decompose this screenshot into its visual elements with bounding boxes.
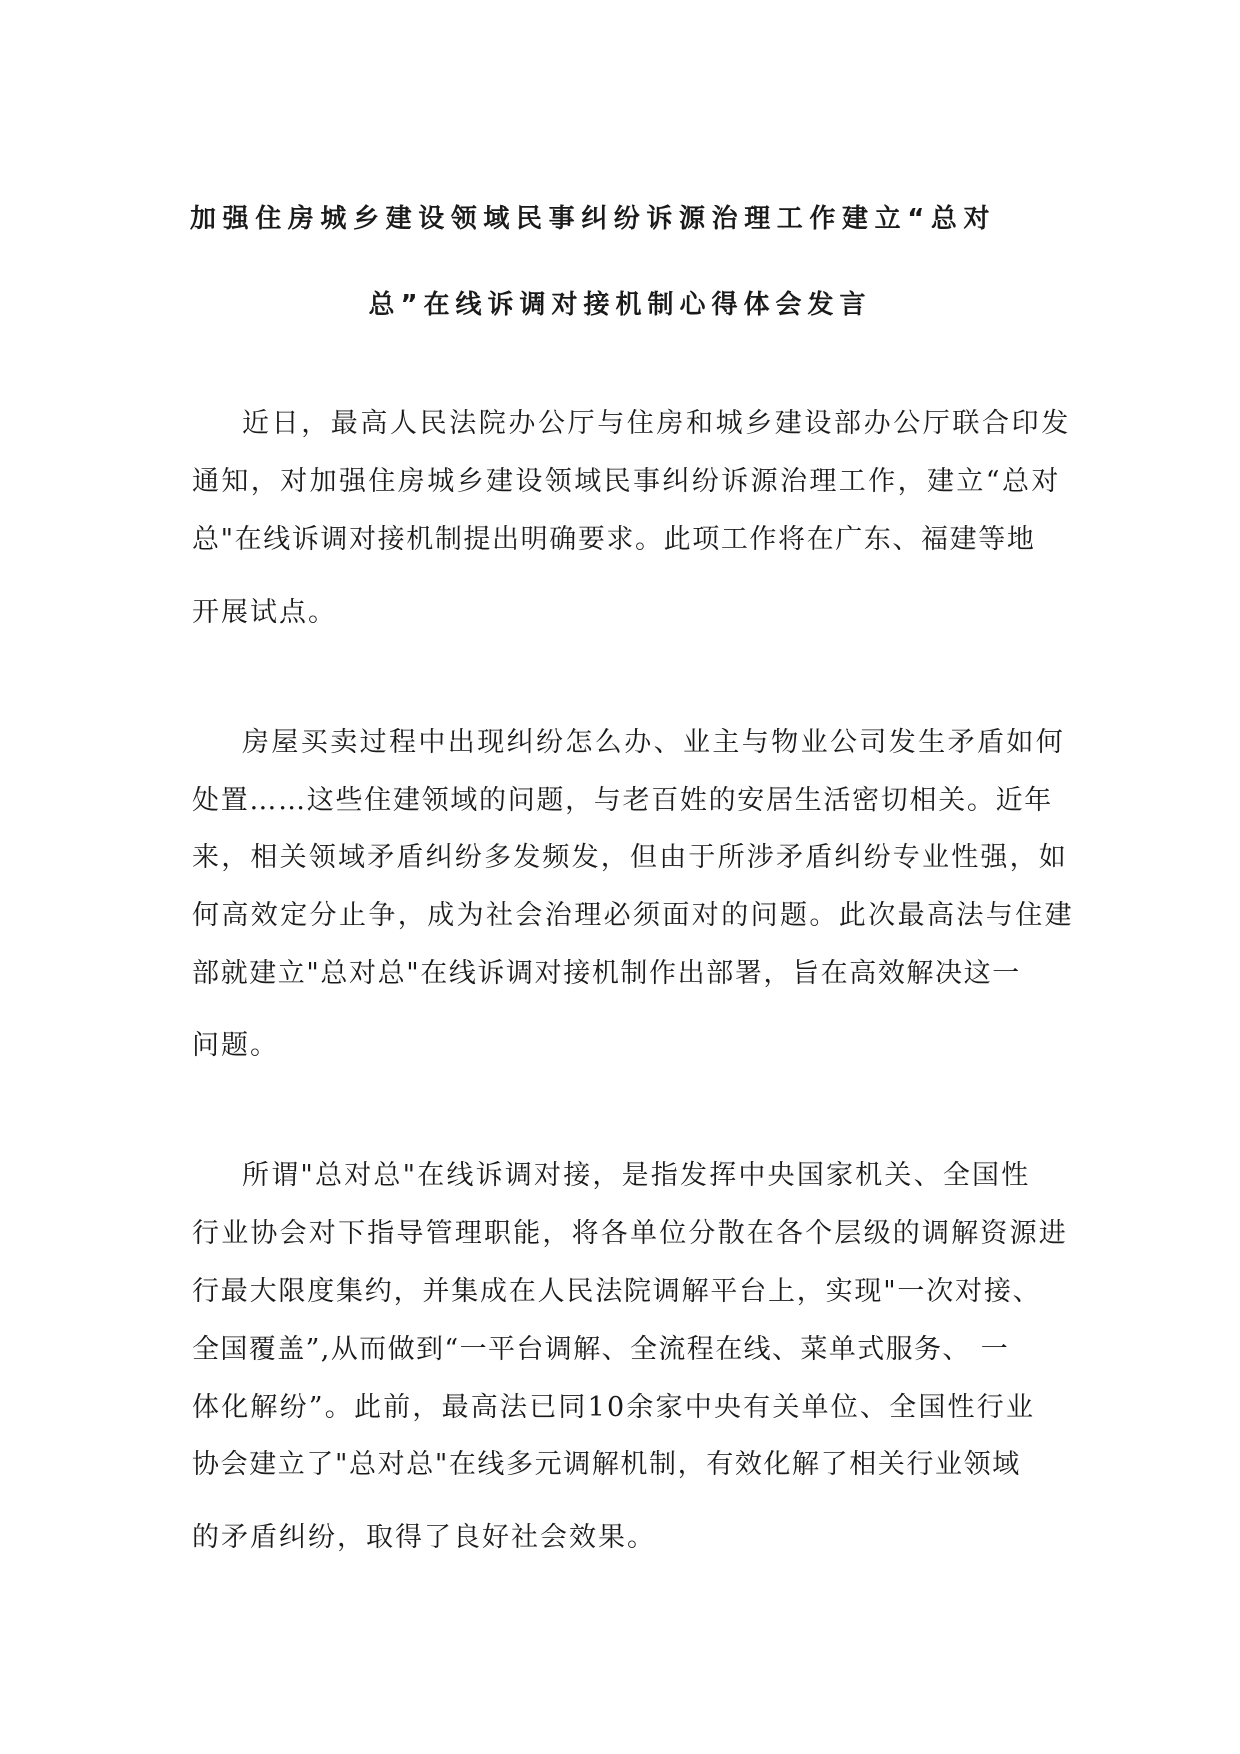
paragraph-1-line-4: 开展试点。 [192,597,337,628]
paragraph-3-line-1: 所谓"总对总"在线诉调对接，是指发挥中央国家机关、全国性 [242,1160,1031,1191]
paragraph-2-line-5: 部就建立"总对总"在线诉调对接机制作出部署，旨在高效解决这一 [192,958,1021,989]
document-title-line-1: 加强住房城乡建设领域民事纠纷诉源治理工作建立“总对 [190,204,997,234]
paragraph-3-line-6: 协会建立了"总对总"在线多元调解机制，有效化解了相关行业领域 [192,1449,1021,1480]
paragraph-1-line-1: 近日，最高人民法院办公厅与住房和城乡建设部办公厅联合印发 [242,408,1071,439]
paragraph-2-line-2: 处置……这些住建领域的问题，与老百姓的安居生活密切相关。近年 [192,785,1053,816]
paragraph-3-line-7: 的矛盾纠纷，取得了良好社会效果。 [192,1522,656,1553]
paragraph-3-line-5: 体化解纷”。此前，最高法已同10余家中央有关单位、全国性行业 [192,1392,1036,1423]
paragraph-3-line-3: 行最大限度集约，并集成在人民法院调解平台上，实现"一次对接、 [192,1276,1042,1307]
paragraph-3-line-4: 全国覆盖”,从而做到“一平台调解、全流程在线、菜单式服务、 一 [192,1334,1010,1365]
paragraph-3-line-2: 行业协会对下指导管理职能，将各单位分散在各个层级的调解资源进 [192,1218,1068,1249]
paragraph-2-line-1: 房屋买卖过程中出现纠纷怎么办、业主与物业公司发生矛盾如何 [242,727,1066,758]
document-title-line-2: 总”在线诉调对接机制心得体会发言 [368,290,872,320]
paragraph-2-line-6: 问题。 [192,1030,279,1061]
paragraph-1-line-2: 通知，对加强住房城乡建设领域民事纠纷诉源治理工作，建立“总对 [192,466,1061,497]
paragraph-2-line-3: 来，相关领域矛盾纠纷多发频发，但由于所涉矛盾纠纷专业性强，如 [192,842,1068,873]
paragraph-1-line-3: 总"在线诉调对接机制提出明确要求。此项工作将在广东、福建等地 [192,524,1036,555]
paragraph-2-line-4: 何高效定分止争，成为社会治理必须面对的问题。此次最高法与住建 [192,900,1074,931]
